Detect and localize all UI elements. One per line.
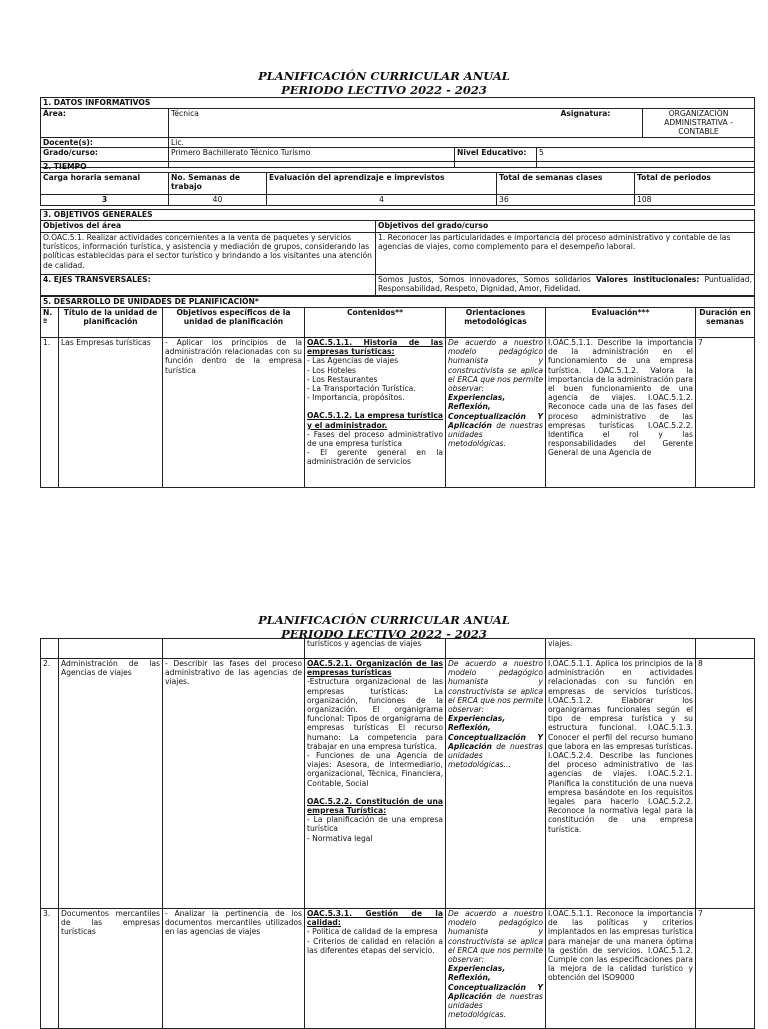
asignatura-value: ORGANIZACIÓN ADMINISTRATIVA - CONTABLE: [643, 109, 755, 138]
unit-methodology: De acuerdo a nuestro modelo pedagógico humanista y constructivista se aplica el ERCA que nos permite observar: Experiencias, Reflexión, Conceptualización Y Aplicación de nuestras unidades metodológicas.: [446, 909, 546, 1029]
unit-evaluation: I.OAC.5.1.1. Aplica los principios de la administración en actividades relacionadas con su función en empresas de servicios turísticos. I.OAC.5.1.2. Elaborar los organigramas funcionales según el tipo de empresa turística y su estructura funcional. I.OAC.5.1.3. Conocer el perfil del recurso humano que labora en las empresas turísticas. I.OAC.5.2.4. Describe las funciones del proceso administrativo de las agencias de viajes. I.OAC.5.2.1. Planifica la constitución de una nueva empresa basándote en los requisitos legales para hacerlo I.OAC.5.2.2. Reconoce la normativa legal para la constitución de una empresa turística.: [546, 659, 696, 909]
tiempo-header: No. Semanas de trabajo: [169, 173, 267, 195]
section-ejes: 4. EJES TRANSVERSALES:: [41, 275, 376, 296]
ejes-text: Somos Justos, Somos innovadores, Somos solidarios Valores institucionales: Puntualidad, Responsabilidad, Respeto, Dignidad, Amor, Fidelidad.: [376, 275, 755, 296]
desarrollo-table: [40, 296, 755, 488]
page-1: [0, 0, 768, 500]
tiempo-table: [40, 161, 755, 206]
col-header: Evaluación***: [546, 308, 696, 338]
section-tiempo: 2. TIEMPO: [41, 162, 755, 173]
area-label: Área:: [41, 109, 169, 138]
section-desarrollo: 5. DESARROLLO DE UNIDADES DE PLANIFICACIÓN*: [41, 297, 755, 308]
unit-title: Documentos mercantiles de las empresas turísticas: [59, 909, 163, 1029]
section-objetivos: 3. OBJETIVOS GENERALES: [41, 210, 755, 221]
tiempo-value: 108: [635, 195, 755, 206]
tiempo-value: 3: [41, 195, 169, 206]
section-datos: 1. DATOS INFORMATIVOS: [41, 98, 755, 109]
tiempo-header: Evaluación del aprendizaje e imprevistos: [267, 173, 497, 195]
objetivos-grado-header: Objetivos del grado/curso: [376, 221, 755, 233]
unit-evaluation: I.OAC.5.1.1. Describe la importancia de la administración en el funcionamiento de una empresa turística. I.OAC.5.1.2. Valora la importancia de la administración para el buen funcionamiento de una agencia de viajes. I.OAC.5.1.2. Reconoce cada una de las fases del proceso administrativo de las empresas turísticas I.OAC.5.2.2. Identifica el rol y las responsabilidades del Gerente General de una Agencia de: [546, 338, 696, 488]
col-header: Contenidos**: [305, 308, 446, 338]
tiempo-header: Total de periodos: [635, 173, 755, 195]
table-row: [41, 639, 755, 659]
grado-label: Grado/curso:: [41, 147, 169, 167]
unit-title: Las Empresas turísticas: [59, 338, 163, 488]
unit-objective: - Aplicar los principios de la administración relacionadas con su función dentro de la empresa turística: [163, 338, 305, 488]
unit-number: 2.: [41, 659, 59, 909]
unit-number: 1.: [41, 338, 59, 488]
objetivos-area-header: Objetivos del área: [41, 221, 376, 233]
unit-contents: OAC.5.2.1. Organización de las empresas turísticas -Estructura organizacional de las empresas turísticas: La organización, funciones de la organización. El organigrama funcional: Tipos de organigrama de empresas turísticas El recurso humano: La competencia para trabajar en una empresa turística. - Funciones de una Agencia de viajes: Asesora, de intermediario, organizacional, Técnica, Financiera, Contable, Social OAC.5.2.2. Constitución de una empresa Turística: - La planificación de una empresa turística - Normativa legal: [305, 659, 446, 909]
col-header: Orientaciones metodológicas: [446, 308, 546, 338]
unit-number: 3.: [41, 909, 59, 1029]
unit-methodology: De acuerdo a nuestro modelo pedagógico humanista y constructivista se aplica el ERCA que nos permite observar: Experiencias, Reflexión, Conceptualización Y Aplicación de nuestras unidades metodológicas...: [446, 659, 546, 909]
desarrollo-table-continued: [40, 638, 755, 1029]
table-row: [41, 338, 755, 488]
col-header: Duración en semanas: [696, 308, 755, 338]
tiempo-header: Carga horaria semanal: [41, 173, 169, 195]
unit-duration: 7: [696, 338, 755, 488]
tiempo-value: 4: [267, 195, 497, 206]
unit-evaluation: I.OAC.5.1.1. Reconoce la importancia de las políticas y criterios implantados en las empresas turística para manejar de una manera óptima la gestión de servicios. I.OAC.5.1.2. Cumple con las especificaciones para la mejora de la calidad turístico y obtención del ISO9000: [546, 909, 696, 1029]
unit-contents: OAC.5.3.1. Gestión de la calidad: - Política de calidad de la empresa - Criterios de calidad en relación a las diferentes etapas del servicio.: [305, 909, 446, 1029]
datos-informativos-table: [40, 97, 755, 168]
objetivos-grado-text: 1. Reconocer las particularidades e importancia del proceso administrativo y contable de las agencias de viajes, como complemento para el desempeño laboral.: [376, 233, 755, 275]
unit-duration: 8: [696, 659, 755, 909]
docente-label: Docente(s):: [41, 137, 169, 147]
objetivos-area-text: O.OAC.5.1. Realizar actividades concernientes a la venta de paquetes y servicios turísticos, información turística, y asistencia y mediación de grupos, considerando las políticas establecidas para el sector turístico y brindando a los visitantes una atención de calidad.: [41, 233, 376, 275]
col-header: Objetivos específicos de la unidad de planificación: [163, 308, 305, 338]
docente-value: Lic.: [169, 137, 755, 147]
tiempo-value: 40: [169, 195, 267, 206]
page-title: PLANIFICACIÓN CURRICULAR ANUAL PERIODO LECTIVO 2022 - 2023: [258, 613, 510, 641]
unit-methodology: De acuerdo a nuestro modelo pedagógico humanista y constructivista se aplica el ERCA que nos permite observar: Experiencias, Reflexión, Conceptualización Y Aplicación de nuestras unidades metodológicas.: [446, 338, 546, 488]
grado-value: Primero Bachillerato Técnico Turismo: [169, 147, 455, 167]
tiempo-value: 36: [497, 195, 635, 206]
unit-title: Administración de las Agencias de viajes: [59, 659, 163, 909]
tiempo-header: Total de semanas clases: [497, 173, 635, 195]
unit-contents: turísticos y agencias de viajes: [305, 639, 446, 659]
nivel-value: 5: [537, 147, 755, 167]
page-2: [0, 600, 768, 1024]
unit-objective: - Describir las fases del proceso administrativo de las agencias de viajes.: [163, 659, 305, 909]
asignatura-label: Asignatura:: [559, 109, 643, 138]
table-row: [41, 659, 755, 909]
col-header: N.º: [41, 308, 59, 338]
unit-duration: 7: [696, 909, 755, 1029]
page-title: PLANIFICACIÓN CURRICULAR ANUAL PERIODO LECTIVO 2022 - 2023: [258, 69, 510, 97]
table-row: [41, 909, 755, 1029]
col-header: Título de la unidad de planificación: [59, 308, 163, 338]
area-value: Técnica: [169, 109, 559, 138]
objetivos-table: [40, 209, 755, 296]
unit-objective: - Analizar la pertinencia de los documentos mercantiles utilizados en las agencias de viajes: [163, 909, 305, 1029]
unit-contents: OAC.5.1.1. Historia de las empresas turísticas: - Las Agencias de viajes - Los Hoteles - Los Restaurantes - La Transportación Turística. - Importancia, propósitos. OAC.5.1.2. La empresa turística y el administrador. - Fases del proceso administrativo de una empresa turística - El gerente general en la administración de servicios: [305, 338, 446, 488]
unit-evaluation: viajes.: [546, 639, 696, 659]
nivel-label: Nivel Educativo:: [455, 147, 537, 167]
